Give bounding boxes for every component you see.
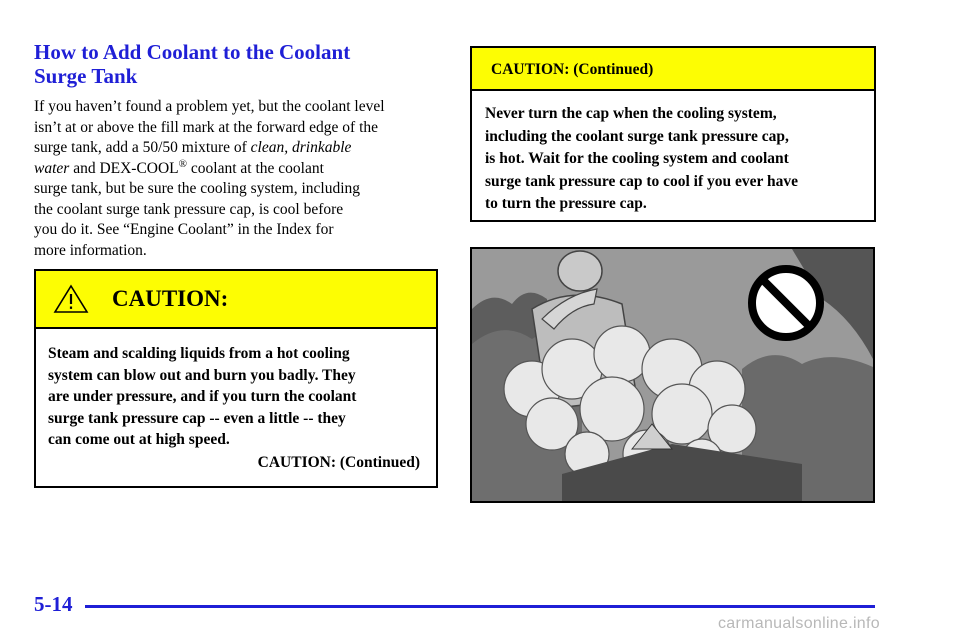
body-paragraph [34,97,439,261]
body-italic: clean, drinkable [250,139,352,156]
caution-continued-line: to turn the pressure cap. [485,195,647,212]
caution-continued-line: including the coolant surge tank pressure cap, [485,127,789,145]
caution-line: surge tank pressure cap -- even a little -- they [48,409,346,427]
body-line: surge tank, but be sure the cooling system, including [34,180,361,197]
section-title-line2: Surge Tank [34,64,138,88]
section-title [34,40,350,88]
caution-continued-box [470,46,876,222]
caution-continued-line: is hot. Wait for the cooling system and coolant [485,150,789,167]
warning-triangle-icon [53,284,89,314]
caution-continued-header: CAUTION: (Continued) [472,48,874,91]
caution-line: Steam and scalding liquids from a hot cooling [48,345,350,362]
registered-mark: ® [178,157,188,170]
page-number: 5-14 [34,592,73,616]
caution-header [36,271,436,329]
body-line: the coolant surge tank pressure cap, is cool before [34,200,344,218]
body-line: If you haven’t found a problem yet, but the coolant level [34,98,385,115]
steam-hazard-illustration [470,247,875,503]
caution-title: CAUTION: [112,286,229,311]
body-line: and DEX-COOL [69,159,179,177]
caution-line: system can blow out and burn you badly. They [48,366,356,384]
caution-continued-line: surge tank pressure cap to cool if you ever have [485,172,798,190]
caution-continued-label: CAUTION: (Continued) [257,454,420,471]
body-line: you do it. See “Engine Coolant” in the Index for [34,221,334,238]
body-italic: water [34,159,70,177]
caution-line: can come out at high speed. [48,431,230,448]
section-title-line1: How to Add Coolant to the Coolant [34,40,351,64]
caution-line: are under pressure, and if you turn the coolant [48,388,357,405]
body-line: coolant at the coolant [187,159,324,177]
caution-body [48,343,428,451]
prohibition-icon [746,263,826,343]
body-line: surge tank, add a 50/50 mixture of [34,139,251,156]
caution-continued-line: Never turn the cap when the cooling system, [485,105,777,122]
person-head [558,251,602,291]
footer-rule [85,605,875,608]
watermark-text: carmanualsonline.info [718,615,880,632]
caution-continued-body [485,103,865,216]
caution-box [34,269,438,488]
body-line: isn’t at or above the fill mark at the forward edge of the [34,118,379,136]
body-line: more information. [34,241,147,259]
